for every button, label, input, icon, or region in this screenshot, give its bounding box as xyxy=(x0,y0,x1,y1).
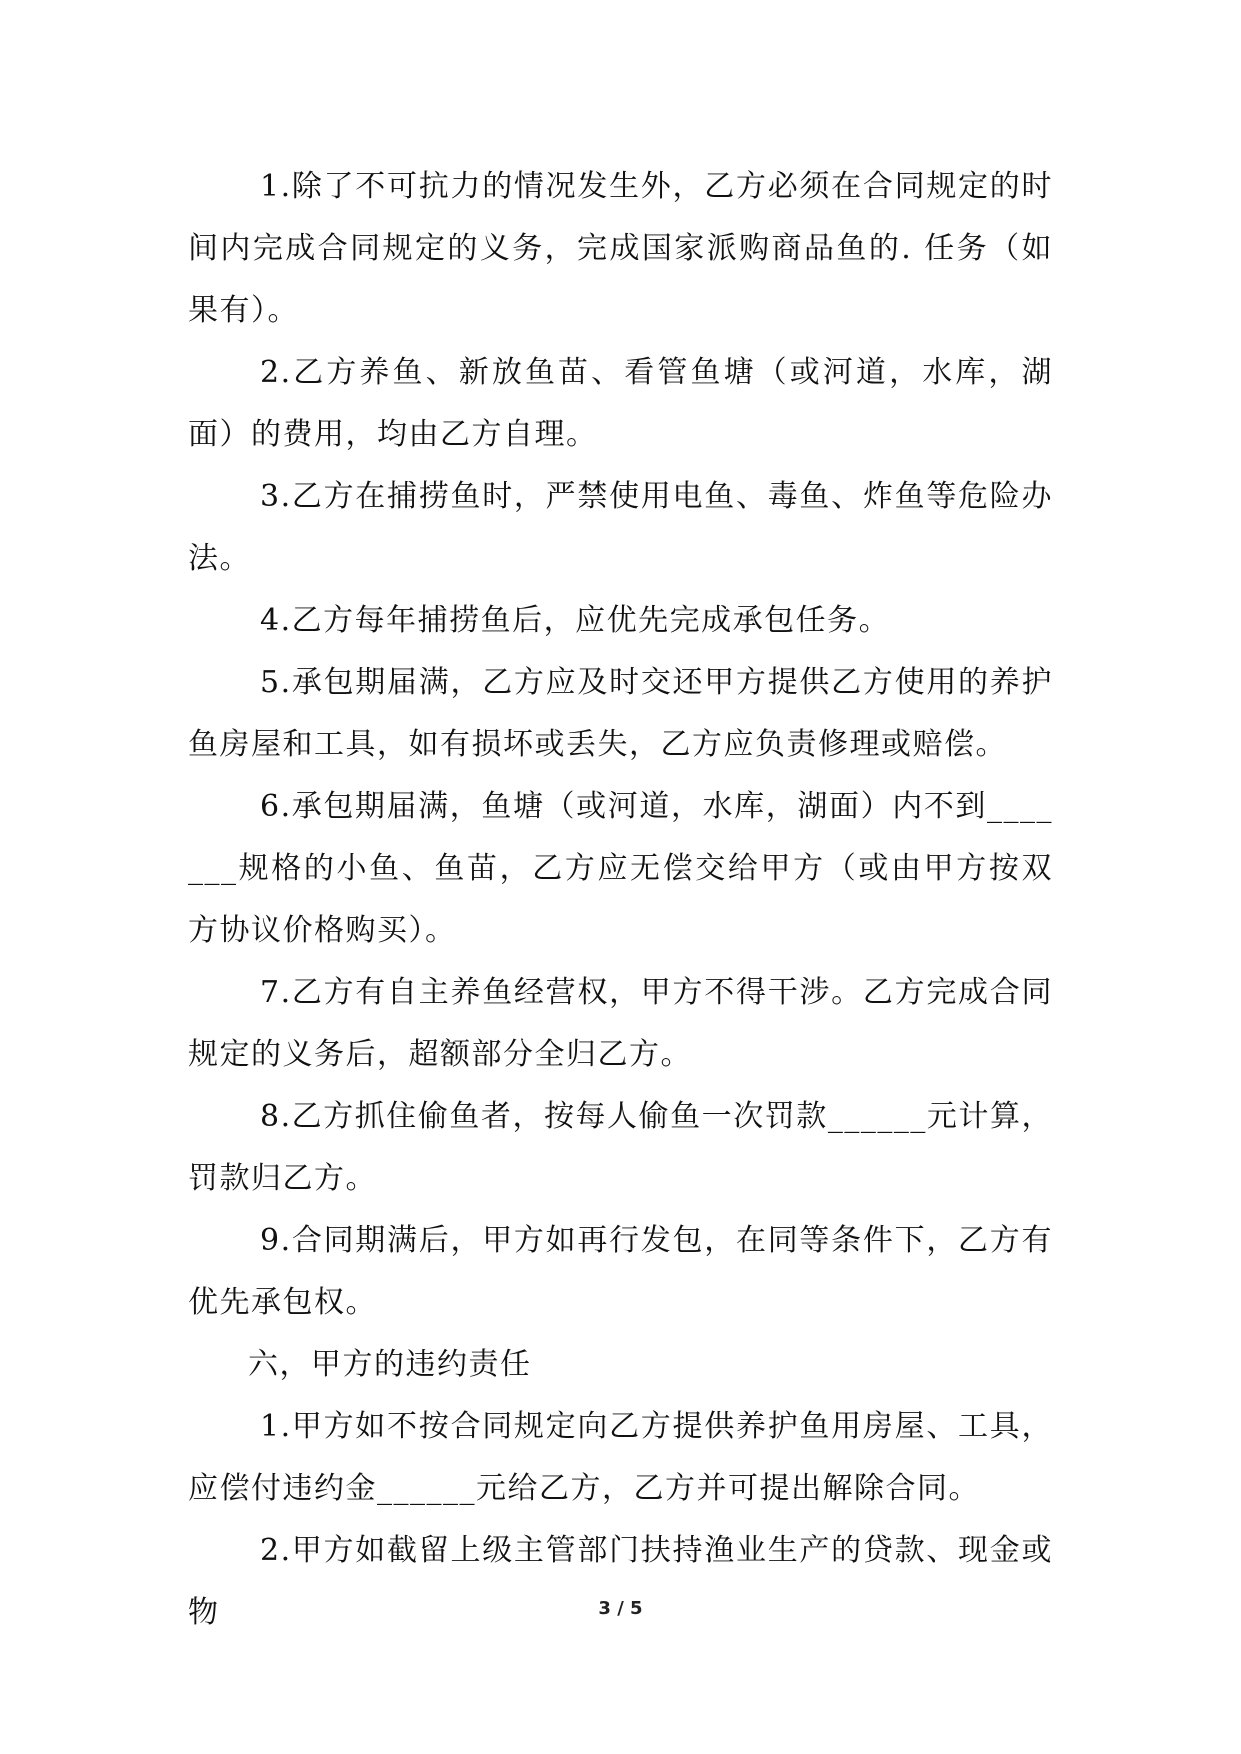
clause-paragraph: 5.承包期届满，乙方应及时交还甲方提供乙方使用的养护鱼房屋和工具，如有损坏或丢失，乙方应负责修理或赔偿。 xyxy=(188,665,1053,762)
clause-paragraph: 1.甲方如不按合同规定向乙方提供养护鱼用房屋、工具，应偿付违约金______元给乙方，乙方并可提出解除合同。 xyxy=(188,1409,1053,1506)
clause-paragraph: 8.乙方抓住偷鱼者，按每人偷鱼一次罚款______元计算，罚款归乙方。 xyxy=(188,1099,1053,1196)
page-number: 3 / 5 xyxy=(598,1598,643,1619)
document-body xyxy=(188,156,1053,1644)
clause-paragraph: 3.乙方在捕捞鱼时，严禁使用电鱼、毒鱼、炸鱼等危险办法。 xyxy=(188,479,1053,576)
clause-paragraph: 7.乙方有自主养鱼经营权，甲方不得干涉。乙方完成合同规定的义务后，超额部分全归乙方。 xyxy=(188,975,1053,1072)
clause-paragraph: 6.承包期届满，鱼塘（或河道，水库，湖面）内不到_______规格的小鱼、鱼苗，乙方应无偿交给甲方（或由甲方按双方协议价格购买）。 xyxy=(188,789,1053,948)
section-heading: 六，甲方的违约责任 xyxy=(248,1347,532,1382)
clause-paragraph: 2.乙方养鱼、新放鱼苗、看管鱼塘（或河道，水库，湖面）的费用，均由乙方自理。 xyxy=(188,355,1053,452)
clause-paragraph: 1.除了不可抗力的情况发生外，乙方必须在合同规定的时间内完成合同规定的义务，完成国家派购商品鱼的. 任务（如果有）。 xyxy=(188,169,1053,328)
clause-paragraph: 4.乙方每年捕捞鱼后，应优先完成承包任务。 xyxy=(260,603,891,638)
clause-paragraph: 2.甲方如截留上级主管部门扶持渔业生产的贷款、现金或物 xyxy=(188,1533,1053,1630)
clause-paragraph: 9.合同期满后，甲方如再行发包，在同等条件下，乙方有优先承包权。 xyxy=(188,1223,1053,1320)
